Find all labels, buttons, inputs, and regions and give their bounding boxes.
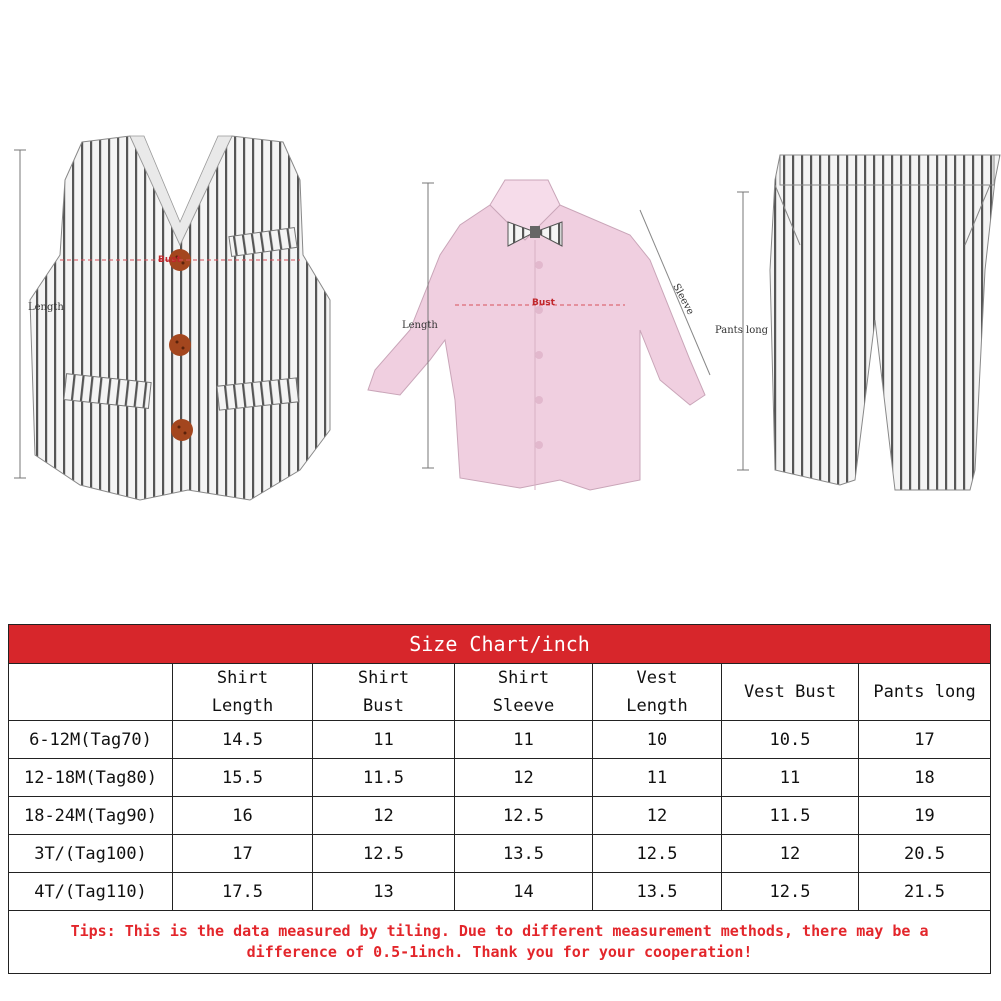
vest-length-label: Length — [28, 302, 64, 313]
column-header-5 — [722, 664, 859, 721]
measurement-cell: 20.5 — [859, 835, 991, 873]
tips-line-2: difference of 0.5-1inch. Thank you for your cooperation! — [246, 943, 753, 961]
measurement-cell: 10.5 — [722, 721, 859, 759]
column-header-3 — [455, 664, 593, 721]
tips-line-1: Tips: This is the data measured by tiling. Due to different measurement methods, there may be a — [70, 922, 929, 940]
measurement-cell: 21.5 — [859, 873, 991, 911]
tips-note — [9, 911, 991, 974]
measurement-cell: 10 — [593, 721, 722, 759]
column-header-line1: Vest Bust — [743, 682, 837, 702]
size-chart — [8, 624, 990, 974]
column-header-line1: Shirt — [216, 668, 269, 688]
measurement-cell: 12 — [313, 797, 455, 835]
size-chart-body — [9, 721, 991, 911]
pants-illustration — [737, 155, 1000, 490]
measurement-cell: 17 — [859, 721, 991, 759]
measurement-cell: 12.5 — [593, 835, 722, 873]
measurement-cell: 11 — [455, 721, 593, 759]
vest-bust-label: Bust — [158, 255, 181, 265]
measurement-cell: 12.5 — [722, 873, 859, 911]
measurement-cell: 15.5 — [173, 759, 313, 797]
size-label-cell: 12-18M(Tag80) — [9, 759, 173, 797]
measurement-cell: 12.5 — [313, 835, 455, 873]
size-chart-table — [8, 624, 991, 974]
measurement-cell: 11.5 — [722, 797, 859, 835]
header-row — [9, 664, 991, 721]
measurement-cell: 12.5 — [455, 797, 593, 835]
measurement-cell: 14 — [455, 873, 593, 911]
column-header-line2: Bust — [363, 696, 404, 716]
size-label-cell: 18-24M(Tag90) — [9, 797, 173, 835]
column-header-line2: Sleeve — [492, 696, 555, 716]
measurement-cell: 11 — [313, 721, 455, 759]
measurement-cell: 16 — [173, 797, 313, 835]
column-header-6 — [859, 664, 991, 721]
shirt-illustration — [368, 180, 710, 490]
table-row — [9, 759, 991, 797]
column-header-4 — [593, 664, 722, 721]
measurement-cell: 13 — [313, 873, 455, 911]
column-header-line2: Length — [211, 696, 274, 716]
column-header-2 — [313, 664, 455, 721]
measurement-cell: 11.5 — [313, 759, 455, 797]
measurement-cell: 19 — [859, 797, 991, 835]
vest-button-3 — [171, 419, 193, 441]
size-label-cell: 3T/(Tag100) — [9, 835, 173, 873]
vest-button-2 — [169, 334, 191, 356]
table-row — [9, 873, 991, 911]
column-header-line1: Vest — [636, 668, 678, 688]
measurement-cell: 12 — [593, 797, 722, 835]
measurement-cell: 18 — [859, 759, 991, 797]
measurement-cell: 13.5 — [593, 873, 722, 911]
shirt-length-label: Length — [402, 320, 438, 331]
table-row — [9, 721, 991, 759]
pants-long-label: Pants long — [715, 325, 769, 336]
shirt-bust-label: Bust — [532, 298, 555, 308]
measurement-cell: 17 — [173, 835, 313, 873]
shirt-sleeve-label: Sleeve — [670, 282, 696, 317]
measurement-cell: 14.5 — [173, 721, 313, 759]
measurement-cell: 17.5 — [173, 873, 313, 911]
measurement-cell: 11 — [722, 759, 859, 797]
column-header-line1: Pants long — [873, 682, 976, 702]
measurement-cell: 12 — [455, 759, 593, 797]
table-row — [9, 797, 991, 835]
measurement-cell: 13.5 — [455, 835, 593, 873]
vest-illustration — [14, 136, 330, 500]
column-header-line2: Length — [626, 696, 688, 716]
column-header-1 — [173, 664, 313, 721]
size-label-cell: 6-12M(Tag70) — [9, 721, 173, 759]
measurement-cell: 11 — [593, 759, 722, 797]
measurement-cell: 12 — [722, 835, 859, 873]
column-header-0 — [9, 664, 173, 721]
size-chart-title: Size Chart/inch — [9, 625, 991, 664]
column-header-line1: Shirt — [357, 668, 410, 688]
size-label-cell: 4T/(Tag110) — [9, 873, 173, 911]
table-row — [9, 835, 991, 873]
column-header-line1: Shirt — [497, 668, 550, 688]
